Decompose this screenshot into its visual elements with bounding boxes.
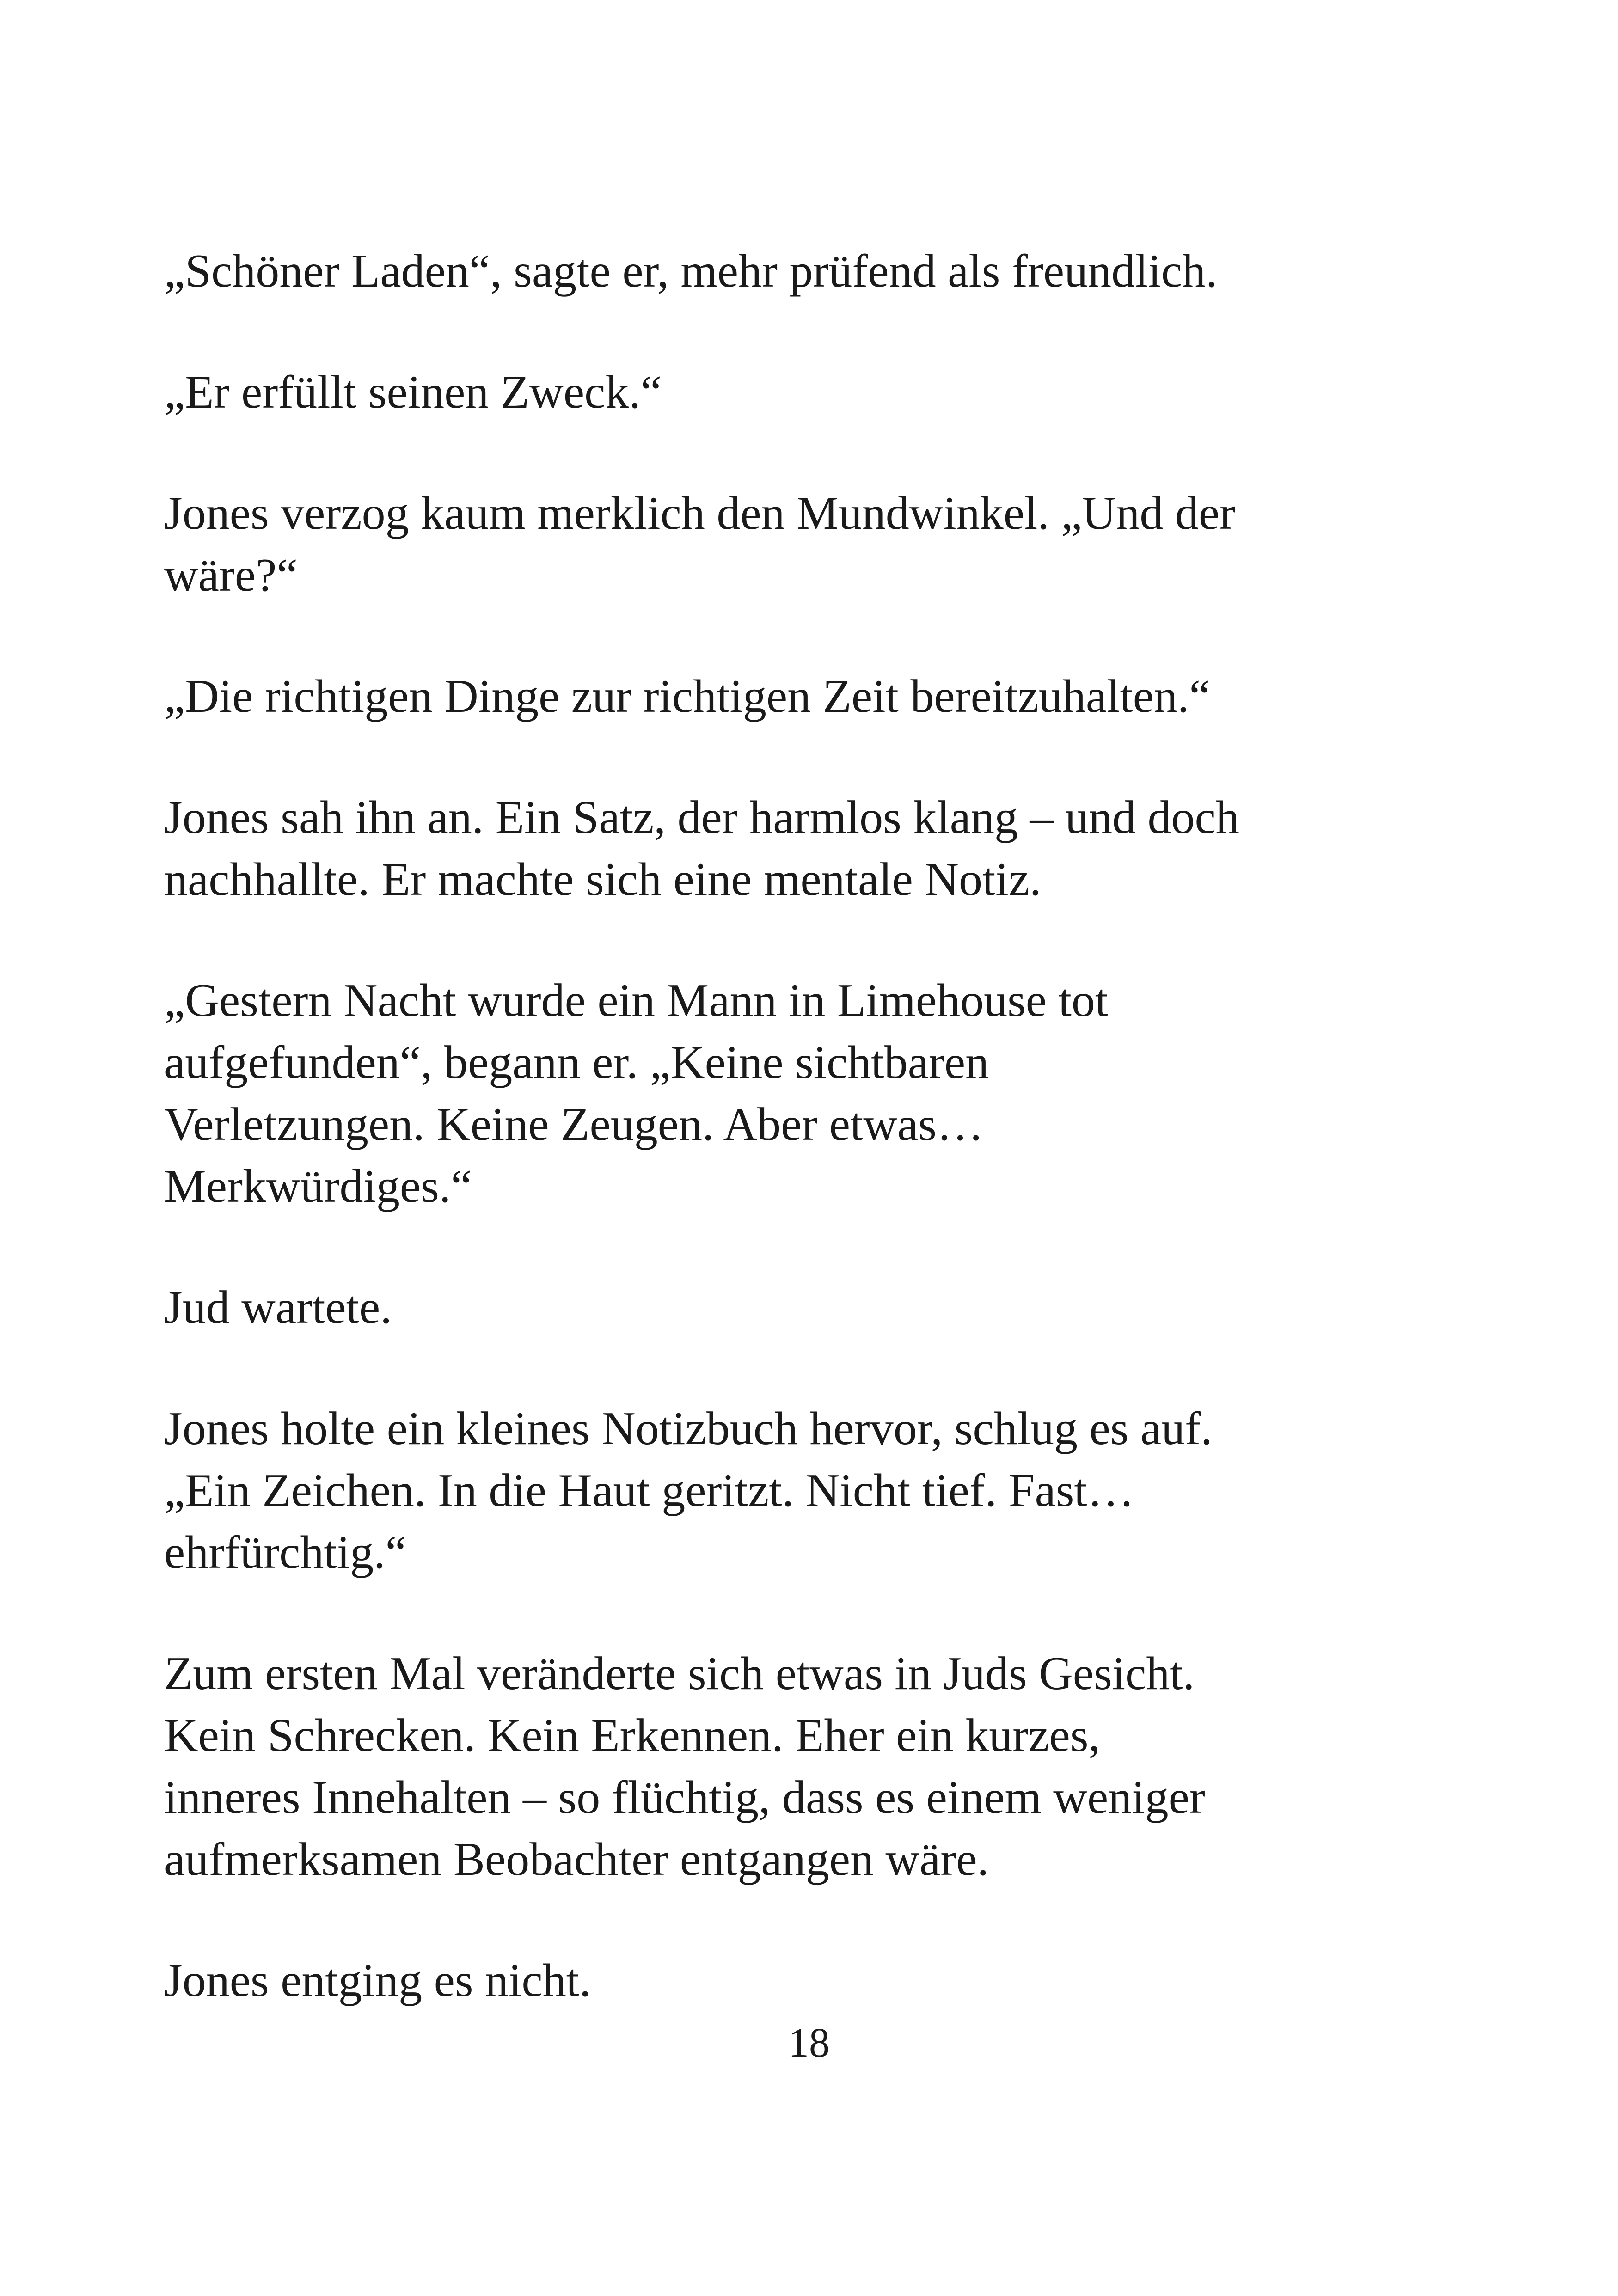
paragraph-10: Jones entging es nicht. <box>164 1954 591 2007</box>
paragraph-2: „Er erfüllt seinen Zweck.“ <box>164 366 662 418</box>
body-text <box>164 240 1412 2071</box>
paragraph-5: Jones sah ihn an. Ein Satz, der harmlos klang – und doch nachhallte. Er machte sich eine mentale Notiz. <box>164 791 1239 906</box>
paragraph-6: „Gestern Nacht wurde ein Mann in Limehouse tot aufgefunden“, begann er. „Keine sichtbaren Verletzungen. Keine Zeugen. Aber etwas… Merkwürdiges.“ <box>164 974 1109 1212</box>
paragraph-9: Zum ersten Mal veränderte sich etwas in Juds Gesicht. Kein Schrecken. Kein Erkennen. Eher ein kurzes, inneres Innehalten – so flüchtig, dass es einem weniger aufmerksamen Beobachter entgangen wäre. <box>164 1647 1205 1886</box>
paragraph-4: „Die richtigen Dinge zur richtigen Zeit bereitzuhalten.“ <box>164 670 1210 722</box>
paragraph-8: Jones holte ein kleines Notizbuch hervor, schlug es auf. „Ein Zeichen. In die Haut geritzt. Nicht tief. Fast… ehrfürchtig.“ <box>164 1402 1213 1579</box>
paragraph-1: „Schöner Laden“, sagte er, mehr prüfend als freundlich. <box>164 245 1218 297</box>
paragraph-7: Jud wartete. <box>164 1281 392 1334</box>
page-number: 18 <box>788 2020 830 2066</box>
paragraph-3: Jones verzog kaum merklich den Mundwinkel. „Und der wäre?“ <box>164 487 1236 601</box>
